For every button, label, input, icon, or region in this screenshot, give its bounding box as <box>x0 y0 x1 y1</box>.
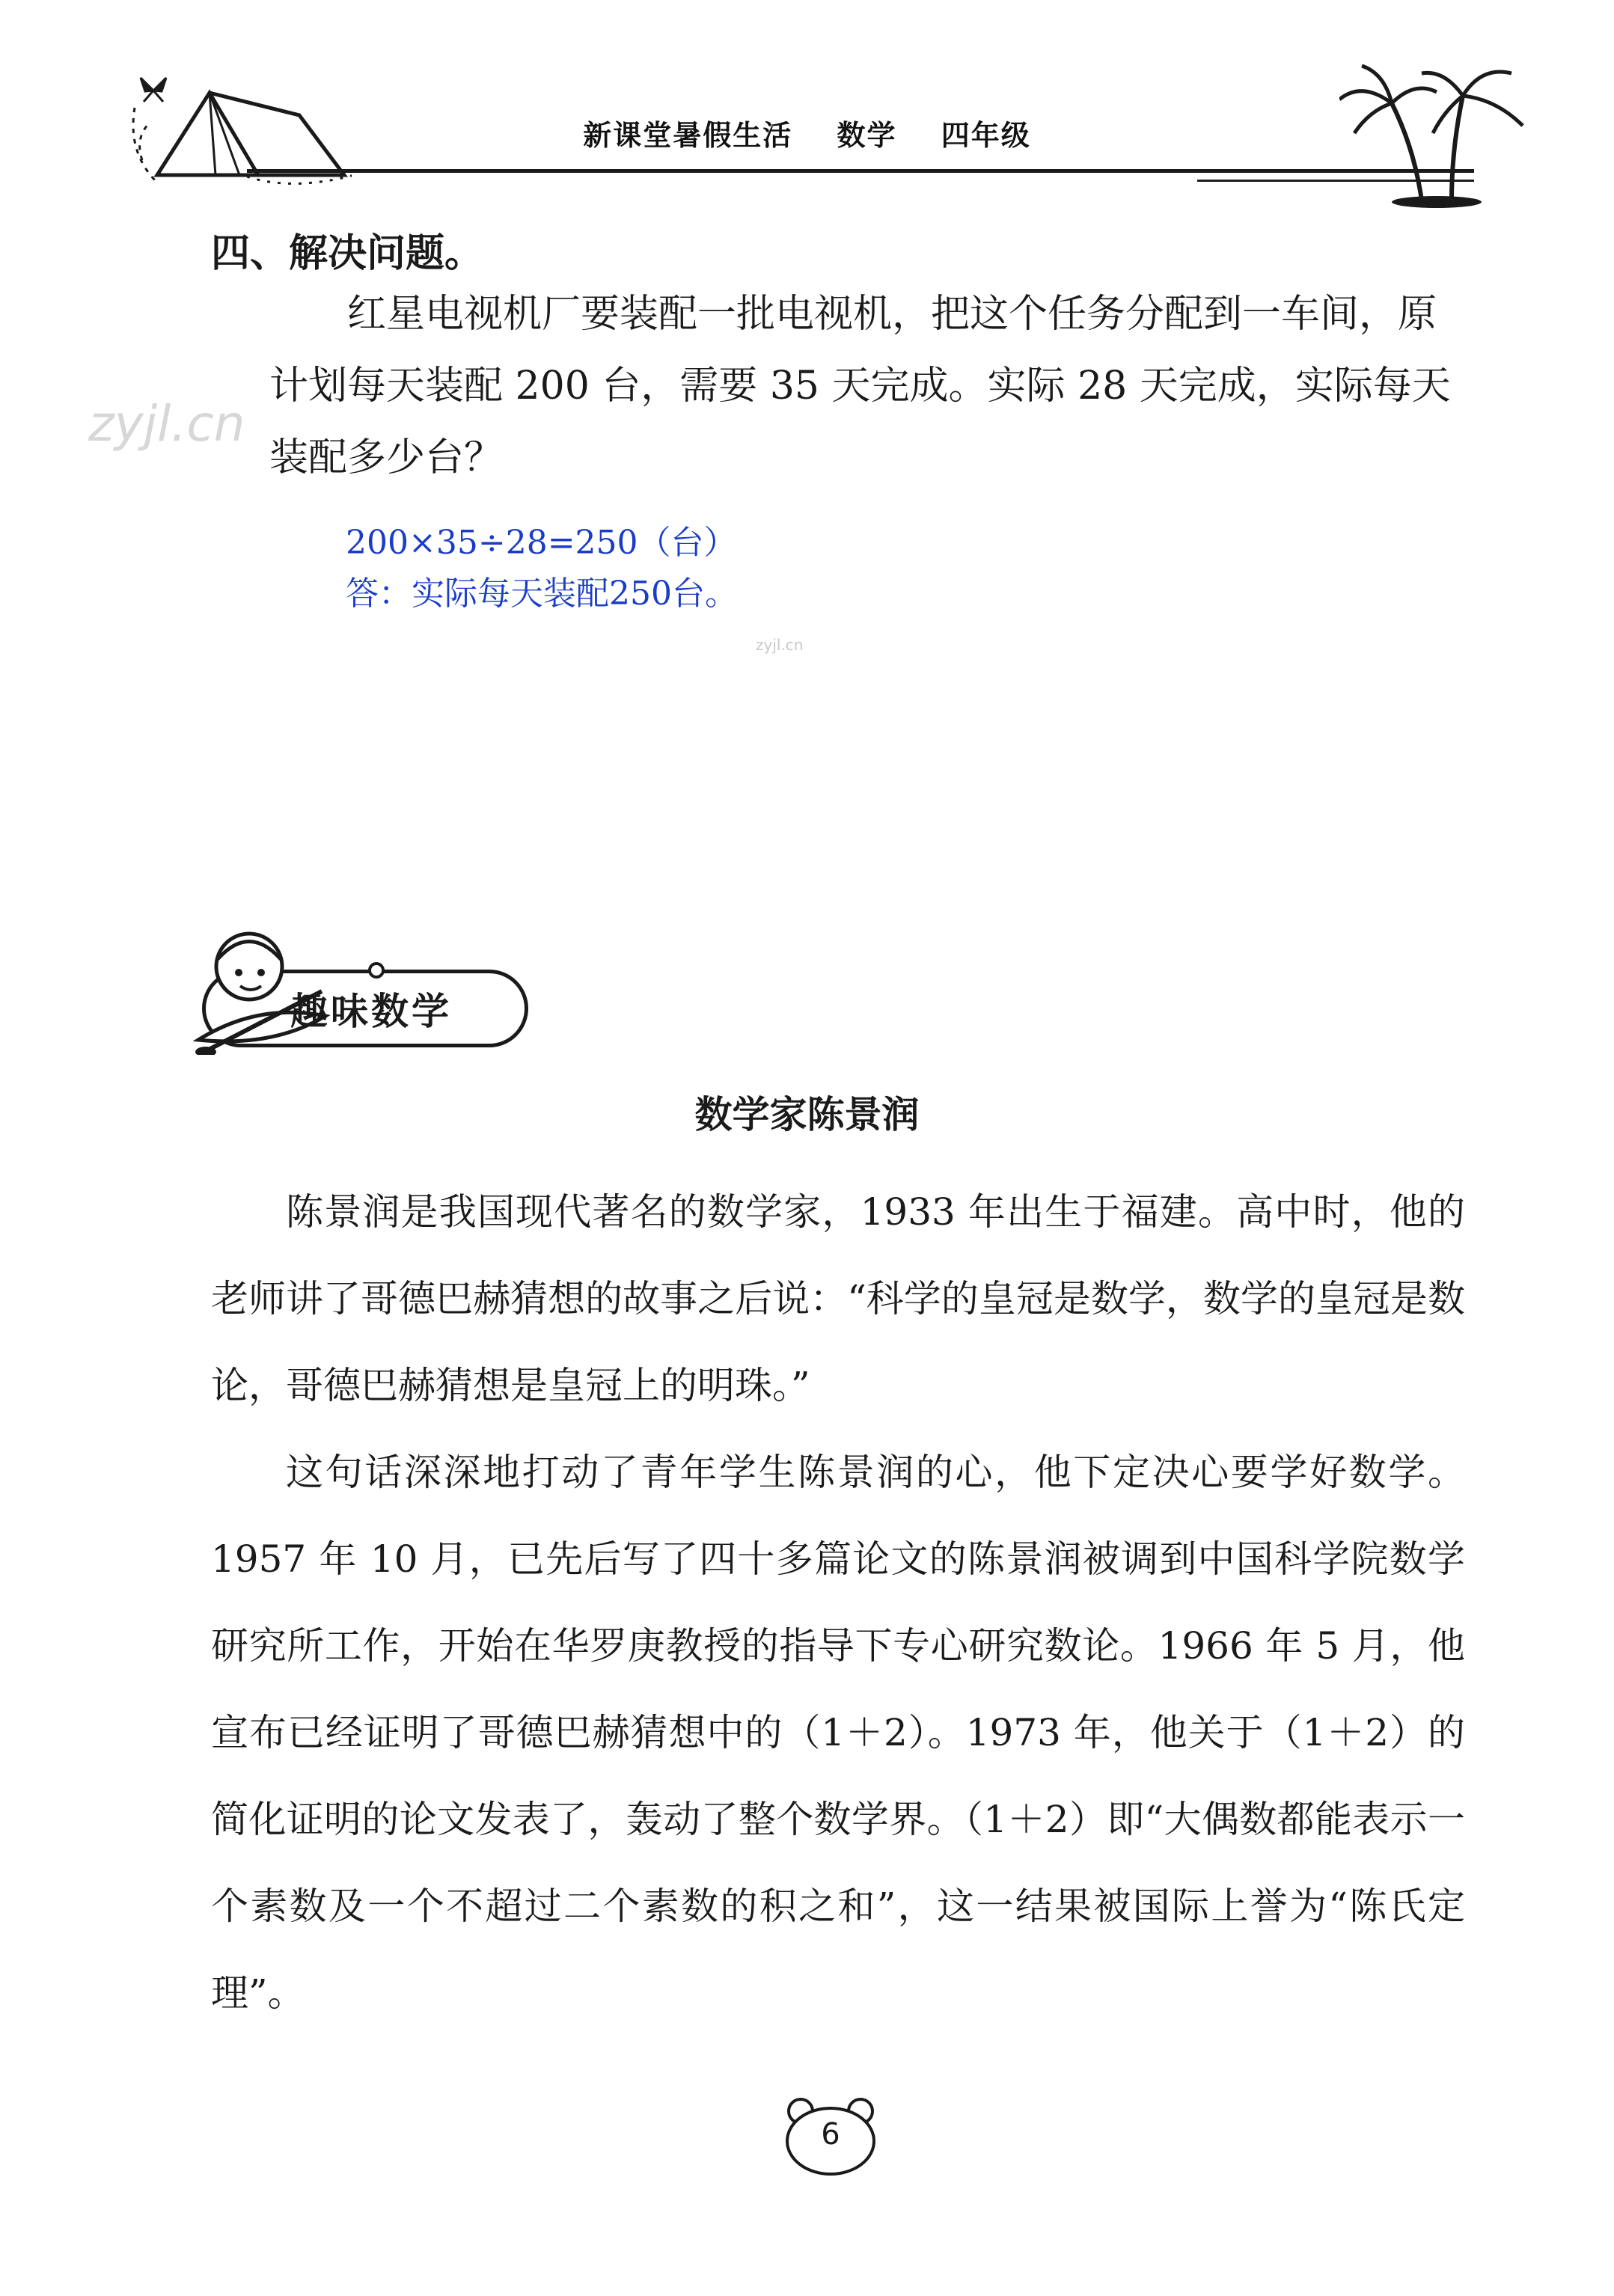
page-number: 6 <box>821 2117 840 2152</box>
watermark-small: zyjl.cn <box>756 636 804 654</box>
butterfly-icon <box>135 72 172 109</box>
answer-equation: 200×35÷28=250（台） <box>346 524 737 562</box>
fun-math-label: 趣味数学 <box>290 990 452 1033</box>
subject: 数学 <box>837 119 897 152</box>
watermark: zyjl.cn <box>88 395 245 453</box>
grade: 四年级 <box>941 119 1031 152</box>
article-paragraph: 这句话深深地打动了青年学生陈景润的心，他下定决心要学好数学。1957 年 10 月，已先后写了四十多篇论文的陈景润被调到中国科学院数学研究所工作，开始在华罗庚教授的指导下专心研究数论。1966 年 5 月，他宣布已经证明了哥德巴赫猜想中的（1＋2）。1973 年，他关于（1＋2）的简化证明的论文发表了，轰动了整个数学界。（1＋2）即“大偶数都能表示一个素数及一个不超过二个素数的积之和”，这一结果被国际上誉为“陈氏定理”。 <box>211 1451 1465 2015</box>
book-title: 新课堂暑假生活 <box>583 119 793 152</box>
article-paragraph: 陈景润是我国现代著名的数学家，1933 年出生于福建。高中时，他的老师讲了哥德巴赫猜想的故事之后说：“科学的皇冠是数学，数学的皇冠是数论，哥德巴赫猜想是皇冠上的明珠。” <box>211 1190 1465 1407</box>
article-title: 数学家陈景润 <box>694 1093 920 1136</box>
problem-text <box>269 278 1459 494</box>
problem-paragraph: 红星电视机厂要装配一批电视机，把这个任务分配到一车间，原计划每天装配 200 台，需要 35 天完成。实际 28 天完成，实际每天装配多少台？ <box>269 292 1451 480</box>
article-body <box>211 1169 1465 2036</box>
answer-block <box>346 518 738 619</box>
section-heading: 四、解决问题。 <box>211 231 484 276</box>
badge-dot-icon <box>365 959 388 982</box>
palm-tree-icon <box>1339 58 1526 208</box>
header-rule <box>247 169 1474 173</box>
answer-text: 答：实际每天装配250台。 <box>346 575 738 613</box>
